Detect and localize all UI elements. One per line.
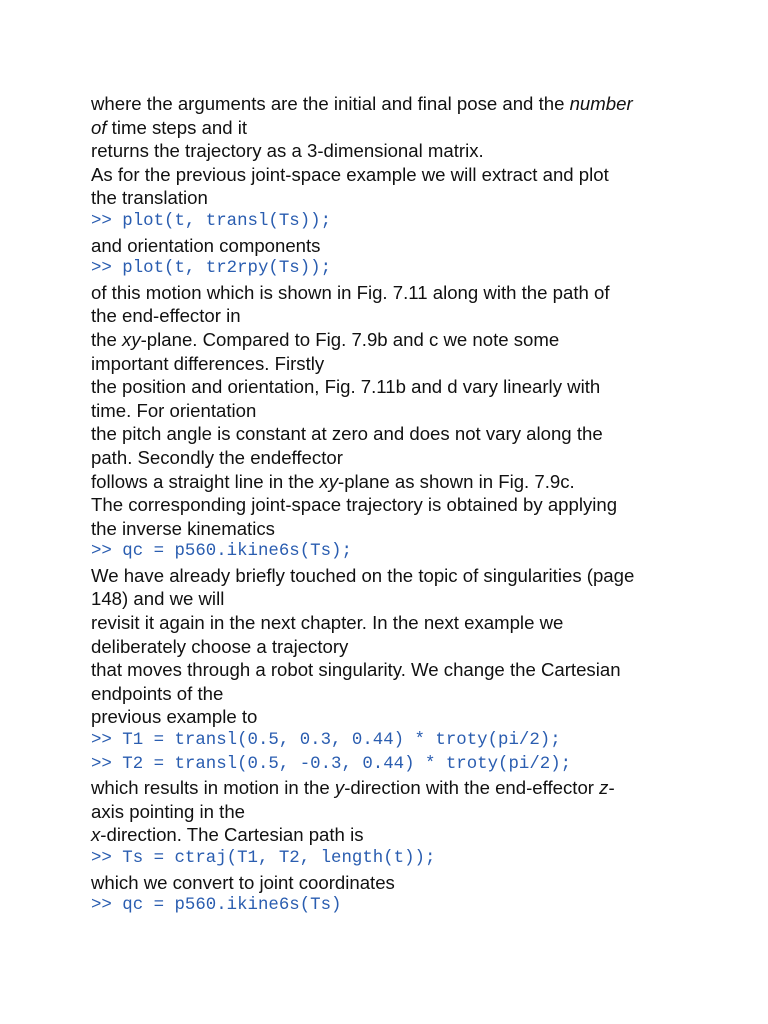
text-run: -plane as shown in Fig. 7.9c.: [338, 470, 575, 492]
text-line: [91, 352, 691, 376]
text-line: [91, 493, 691, 517]
text-line: [91, 611, 691, 635]
text-run: endpoints of the: [91, 682, 224, 704]
text-line: [91, 92, 691, 116]
text-run: >> T2 = transl(0.5, -0.3, 0.44) * troty(pi/2);: [91, 754, 572, 774]
text-line: [91, 705, 691, 729]
text-run: As for the previous joint-space example we will extract and plot: [91, 163, 609, 185]
text-run: path. Secondly the endeffector: [91, 446, 343, 468]
text-run: of this motion which is shown in Fig. 7.11 along with the path of: [91, 281, 610, 303]
text-line: [91, 564, 691, 588]
code-line: [91, 729, 691, 753]
text-run: We have already briefly touched on the topic of singularities (page: [91, 564, 635, 586]
italic-run: number: [569, 93, 633, 114]
text-line: [91, 422, 691, 446]
code-line: [91, 210, 691, 234]
text-line: [91, 234, 691, 258]
text-line: [91, 470, 691, 494]
text-run: returns the trajectory as a 3-dimensional matrix.: [91, 140, 484, 162]
text-run: which we convert to joint coordinates: [91, 871, 395, 893]
document-body: [91, 92, 691, 918]
italic-run: of: [91, 116, 107, 138]
text-run: the translation: [91, 187, 208, 209]
text-run: >> T1 = transl(0.5, 0.3, 0.44) * troty(pi/2);: [91, 731, 561, 751]
text-line: [91, 776, 691, 800]
text-line: [91, 281, 691, 305]
italic-run: xy: [122, 328, 141, 350]
text-line: [91, 304, 691, 328]
text-line: [91, 658, 691, 682]
code-line: [91, 894, 691, 918]
text-run: which results in motion in the: [91, 777, 335, 799]
text-run: revisit it again in the next chapter. In the next example we: [91, 612, 564, 634]
text-run: -plane. Compared to Fig. 7.9b and c we note some: [140, 328, 560, 350]
text-run: >> qc = p560.ikine6s(Ts): [91, 896, 342, 916]
code-line: [91, 847, 691, 871]
text-run: the end-effector in: [91, 305, 241, 327]
text-run: -direction. The Cartesian path is: [100, 824, 364, 846]
text-run: The corresponding joint-space trajectory is obtained by applying: [91, 494, 618, 516]
text-run: >> plot(t, tr2rpy(Ts));: [91, 259, 332, 279]
text-run: -: [608, 777, 615, 799]
text-run: >> qc = p560.ikine6s(Ts);: [91, 542, 352, 562]
text-run: >> Ts = ctraj(T1, T2, length(t));: [91, 849, 436, 868]
text-run: the position and orientation, Fig. 7.11b and d vary linearly with: [91, 376, 601, 398]
text-run: follows a straight line in the: [91, 470, 320, 492]
text-line: [91, 635, 691, 659]
text-line: [91, 186, 691, 210]
text-line: [91, 446, 691, 470]
text-line: [91, 823, 691, 847]
text-line: [91, 399, 691, 423]
italic-run: y: [334, 777, 345, 799]
italic-run: x: [91, 824, 101, 846]
text-line: [91, 800, 691, 824]
text-run: 148) and we will: [91, 588, 225, 610]
code-line: [91, 540, 691, 564]
italic-run: z: [599, 777, 609, 799]
text-run: the inverse kinematics: [91, 517, 275, 539]
text-run: that moves through a robot singularity. We change the Cartesian: [91, 659, 621, 681]
text-run: the: [91, 328, 123, 350]
text-line: [91, 375, 691, 399]
text-line: [91, 116, 691, 140]
text-line: [91, 682, 691, 706]
text-run: time steps and it: [106, 116, 248, 138]
italic-run: xy: [319, 470, 339, 492]
text-line: [91, 163, 691, 187]
text-run: >> plot(t, transl(Ts));: [91, 211, 332, 231]
text-run: where the arguments are the initial and final pose and the: [91, 93, 570, 114]
code-line: [91, 257, 691, 281]
text-run: the pitch angle is constant at zero and does not vary along the: [91, 423, 603, 445]
text-line: [91, 587, 691, 611]
text-run: time. For orientation: [91, 399, 257, 421]
text-line: [91, 871, 691, 895]
text-line: [91, 517, 691, 541]
text-run: previous example to: [91, 706, 258, 728]
text-run: deliberately choose a trajectory: [91, 635, 349, 657]
text-run: -direction with the end-effector: [344, 777, 600, 799]
text-run: axis pointing in the: [91, 800, 246, 822]
text-line: [91, 139, 691, 163]
text-line: [91, 328, 691, 352]
code-line: [91, 753, 691, 777]
text-run: and orientation components: [91, 234, 321, 256]
text-run: important differences. Firstly: [91, 352, 325, 374]
